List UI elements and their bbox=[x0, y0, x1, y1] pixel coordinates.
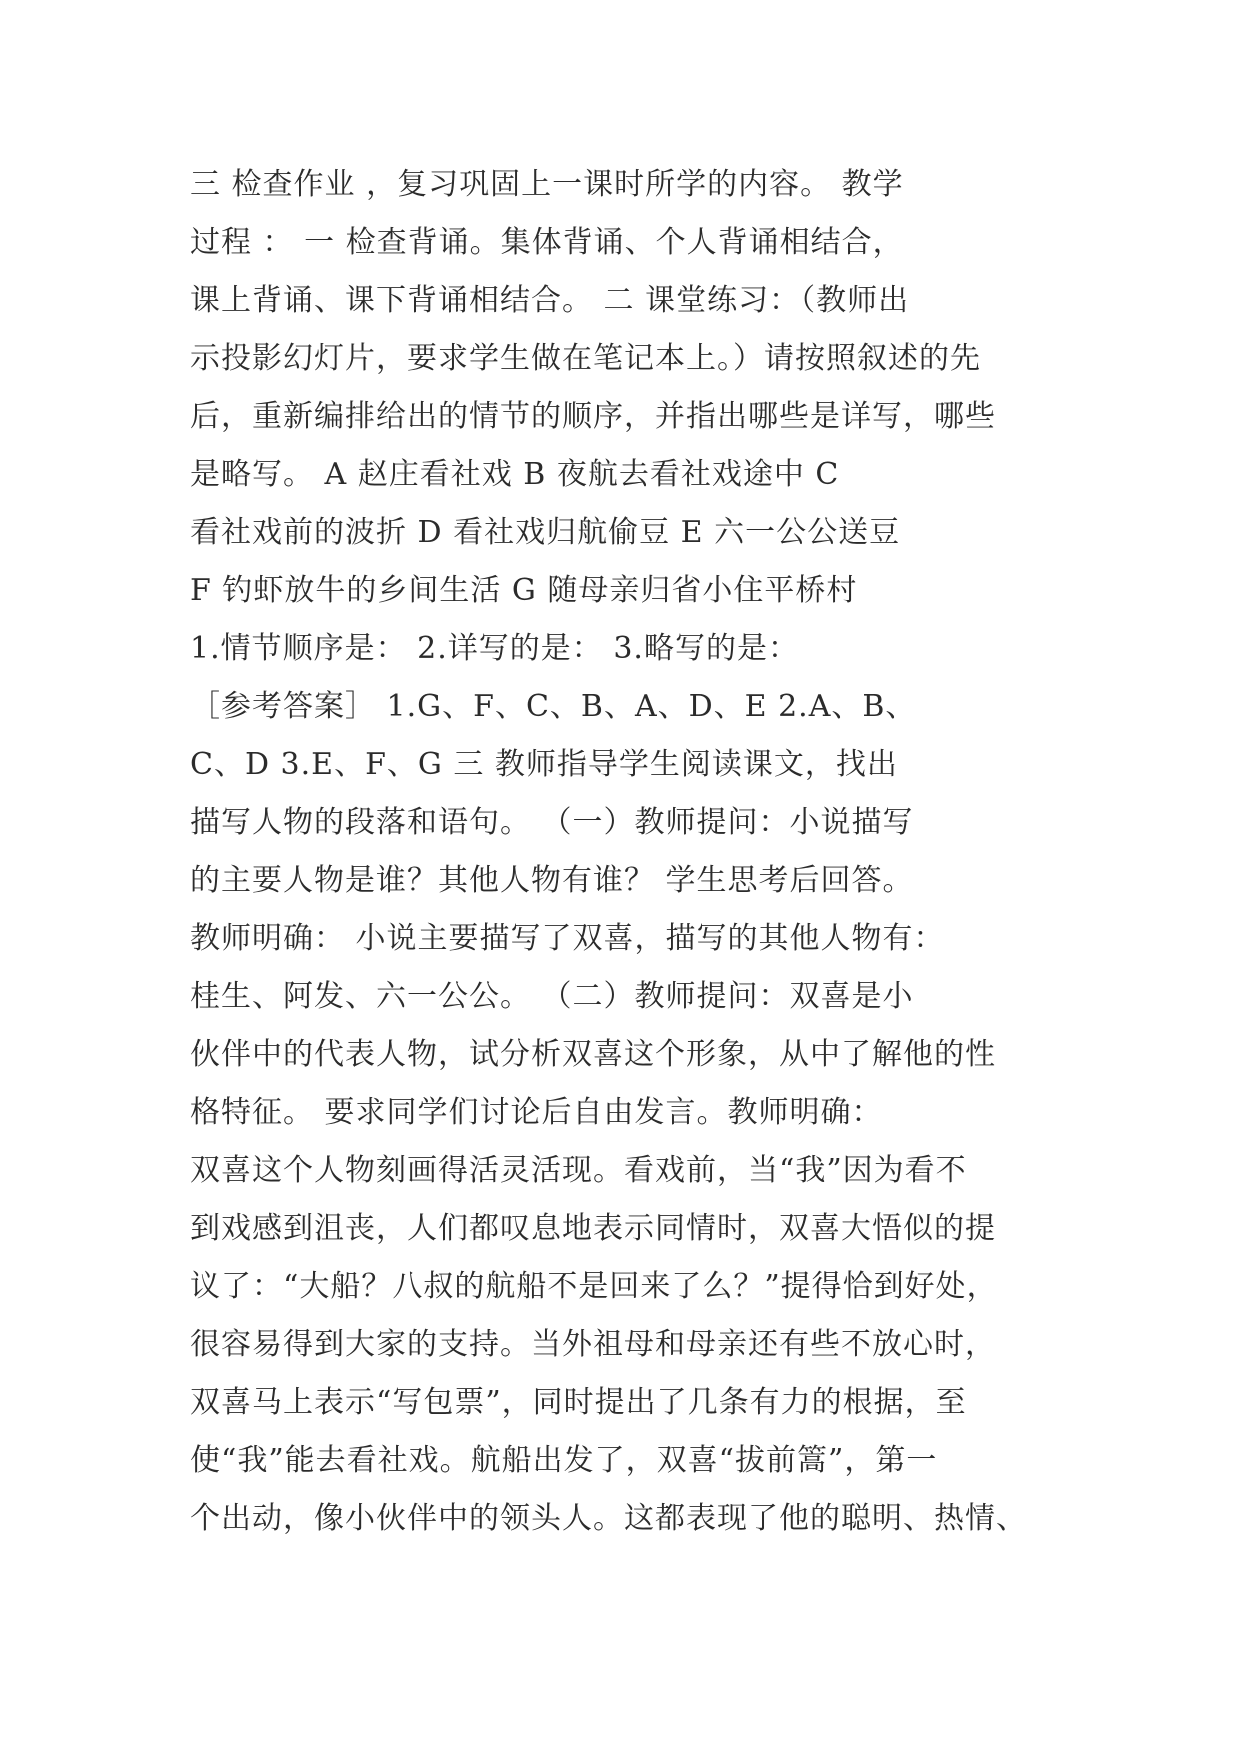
text-line: 过程 ： 一 检查背诵。集体背诵、个人背诵相结合， bbox=[190, 225, 904, 260]
text-line: 后，重新编排给出的情节的顺序，并指出哪些是详写，哪些 bbox=[190, 399, 996, 434]
text-line: 双喜马上表示“写包票”，同时提出了几条有力的根据，至 bbox=[190, 1385, 967, 1420]
text-line: 教师明确： 小说主要描写了双喜，描写的其他人物有： bbox=[190, 921, 945, 956]
text-line: 的主要人物是谁？其他人物有谁？ 学生思考后回答。 bbox=[190, 863, 914, 898]
text-line: 到戏感到沮丧，人们都叹息地表示同情时，双喜大悟似的提 bbox=[190, 1211, 996, 1246]
text-line: 格特征。 要求同学们讨论后自由发言。教师明确： bbox=[190, 1095, 883, 1130]
text-line: 1.情节顺序是： 2.详写的是： 3.略写的是： bbox=[190, 631, 799, 666]
text-line: 个出动，像小伙伴中的领头人。这都表现了他的聪明、热情、 bbox=[190, 1501, 1027, 1536]
text-line: 看社戏前的波折 D 看社戏归航偷豆 E 六一公公送豆 bbox=[190, 515, 901, 550]
text-line: 很容易得到大家的支持。当外祖母和母亲还有些不放心时， bbox=[190, 1327, 996, 1362]
text-line: 桂生、阿发、六一公公。 （二）教师提问：双喜是小 bbox=[190, 979, 914, 1014]
text-line: 使“我”能去看社戏。航船出发了，双喜“拔前篙”，第一 bbox=[190, 1443, 938, 1478]
text-line: 议了：“大船？八叔的航船不是回来了么？”提得恰到好处， bbox=[190, 1269, 998, 1304]
text-line: 伙伴中的代表人物，试分析双喜这个形象，从中了解他的性 bbox=[190, 1037, 996, 1072]
text-line: 课上背诵、课下背诵相结合。 二 课堂练习：（教师出 bbox=[190, 283, 910, 318]
text-line: 示投影幻灯片，要求学生做在笔记本上。）请按照叙述的先 bbox=[190, 341, 981, 376]
text-line: ［参考答案］ 1.G、F、C、B、A、D、E 2.A、B、 bbox=[190, 689, 917, 724]
text-line: 三 检查作业 ，复习巩固上一课时所学的内容。 教学 bbox=[190, 167, 904, 202]
text-line: F 钓虾放牛的乡间生活 G 随母亲归省小住平桥村 bbox=[190, 573, 858, 608]
body-text bbox=[190, 156, 1070, 1548]
text-line: 描写人物的段落和语句。 （一）教师提问：小说描写 bbox=[190, 805, 914, 840]
text-line: 是略写。 A 赵庄看社戏 B 夜航去看社戏途中 C bbox=[190, 457, 840, 492]
text-line: C、D 3.E、F、G 三 教师指导学生阅读课文，找出 bbox=[190, 747, 898, 782]
text-line: 双喜这个人物刻画得活灵活现。看戏前，当“我”因为看不 bbox=[190, 1153, 967, 1188]
